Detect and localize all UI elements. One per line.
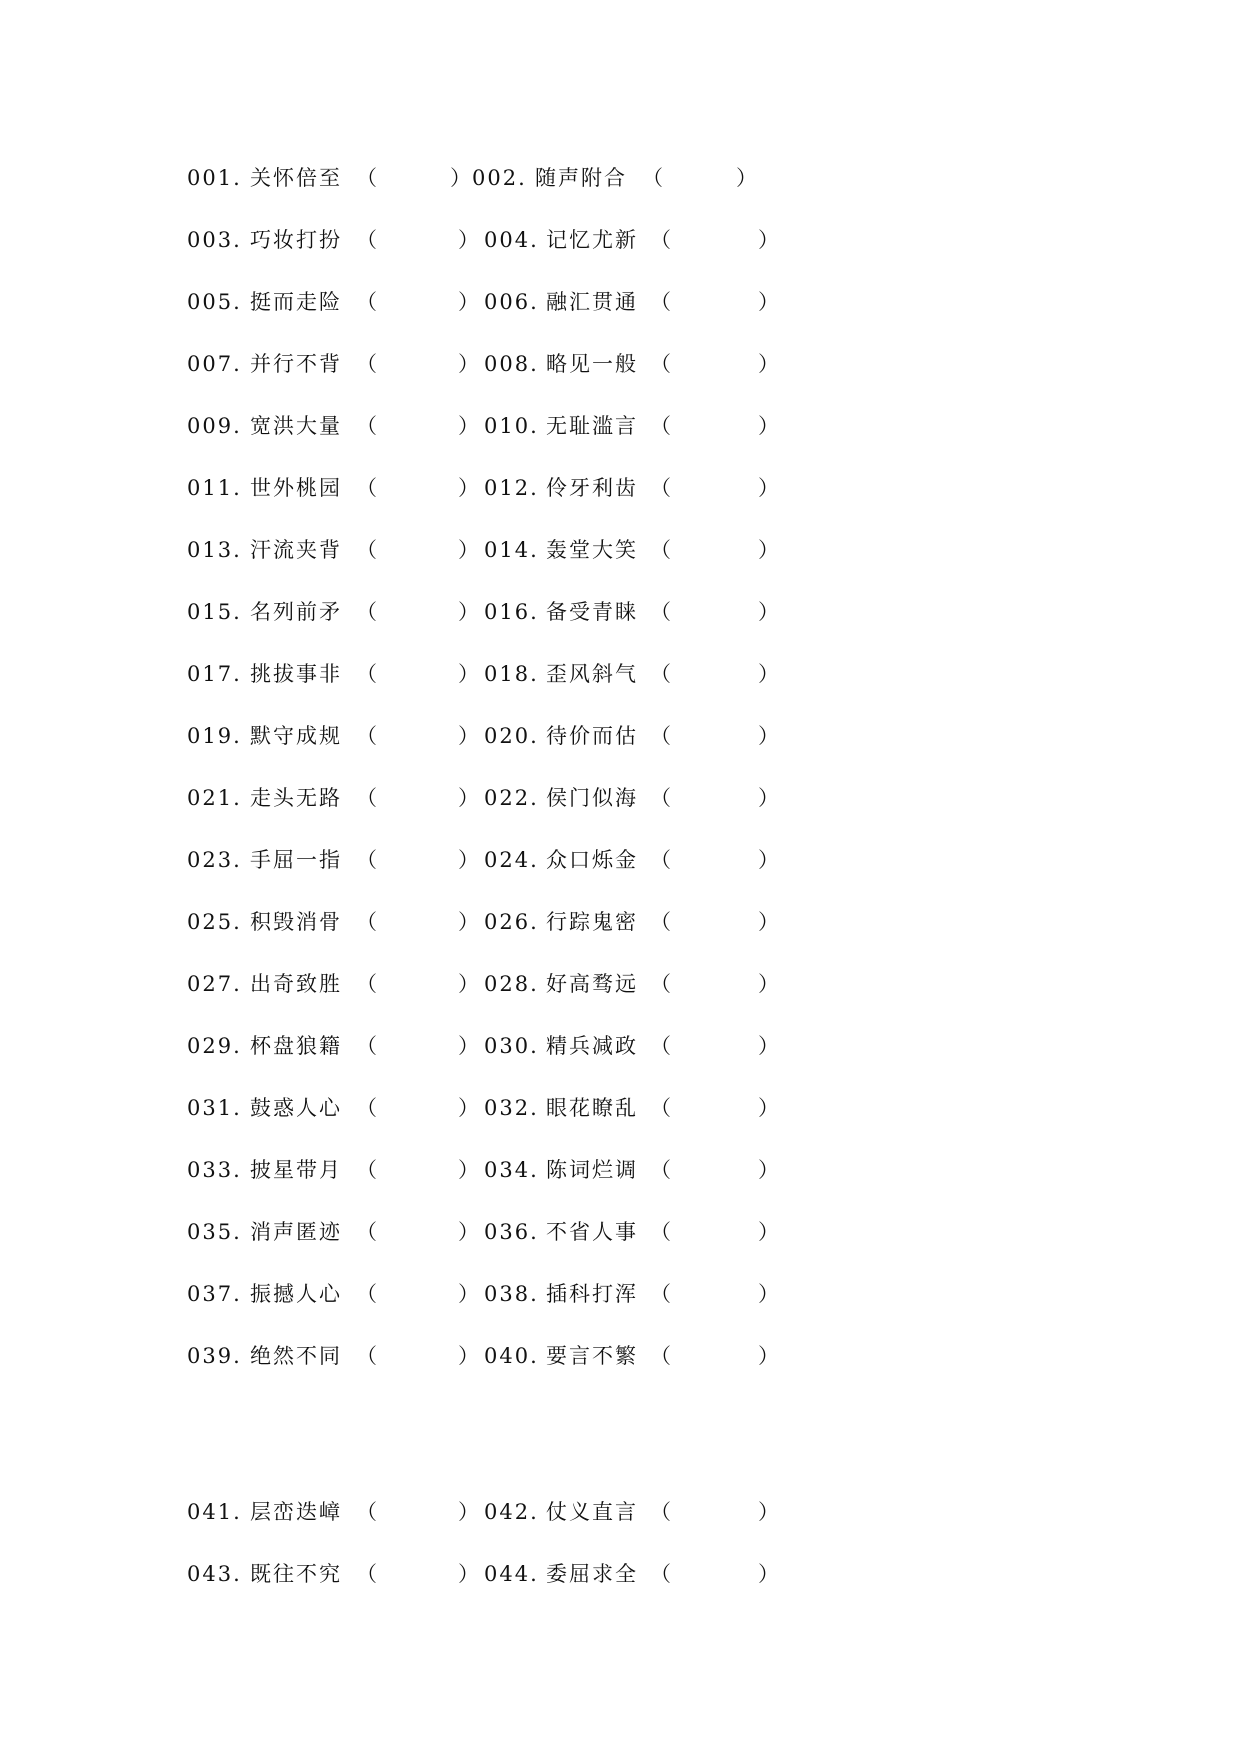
item-phrase: 默守成规 — [250, 724, 342, 748]
item-phrase: 精兵减政 — [546, 1034, 638, 1058]
answer-open-paren: （ — [650, 972, 671, 996]
item-number: 032. — [484, 1096, 539, 1120]
item-number: 040. — [484, 1344, 539, 1368]
answer-open-paren: （ — [650, 1158, 671, 1182]
answer-open-paren: （ — [650, 1344, 671, 1368]
item-phrase: 记忆尤新 — [546, 228, 638, 252]
answer-open-paren: （ — [650, 1500, 671, 1524]
answer-open-paren: （ — [356, 1096, 377, 1120]
answer-open-paren: （ — [650, 1220, 671, 1244]
item-phrase: 走头无路 — [250, 786, 342, 810]
item-number: 007. — [187, 352, 242, 376]
answer-close-paren: ） — [458, 1282, 479, 1306]
item-phrase: 行踪鬼密 — [546, 910, 638, 934]
answer-open-paren: （ — [650, 662, 671, 686]
item-phrase: 随声附合 — [535, 166, 627, 190]
answer-open-paren: （ — [356, 724, 377, 748]
item-number: 001. — [187, 166, 242, 190]
item-phrase: 要言不繁 — [546, 1344, 638, 1368]
item-number: 004. — [484, 228, 539, 252]
answer-close-paren: ） — [458, 1562, 479, 1586]
item-number: 019. — [187, 724, 242, 748]
item-phrase: 世外桃园 — [250, 476, 342, 500]
item-phrase: 振撼人心 — [250, 1282, 342, 1306]
answer-close-paren: ） — [450, 166, 471, 190]
answer-close-paren: ） — [458, 538, 479, 562]
exercise-row — [0, 1336, 1240, 1376]
item-phrase: 名列前矛 — [250, 600, 342, 624]
exercise-item — [0, 840, 800, 880]
item-number: 039. — [187, 1344, 242, 1368]
exercise-item — [0, 1274, 800, 1314]
answer-open-paren: （ — [356, 352, 377, 376]
answer-open-paren: （ — [650, 290, 671, 314]
answer-open-paren: （ — [650, 724, 671, 748]
item-number: 003. — [187, 228, 242, 252]
exercise-row — [0, 1212, 1240, 1252]
item-phrase: 鼓惑人心 — [250, 1096, 342, 1120]
item-number: 036. — [484, 1220, 539, 1244]
answer-close-paren: ） — [758, 290, 779, 314]
item-number: 038. — [484, 1282, 539, 1306]
answer-open-paren: （ — [650, 228, 671, 252]
answer-open-paren: （ — [356, 166, 377, 190]
answer-open-paren: （ — [356, 910, 377, 934]
item-number: 010. — [484, 414, 539, 438]
answer-close-paren: ） — [758, 1282, 779, 1306]
answer-close-paren: ） — [458, 1344, 479, 1368]
item-number: 008. — [484, 352, 539, 376]
exercise-row — [0, 220, 1240, 260]
answer-open-paren: （ — [356, 662, 377, 686]
answer-open-paren: （ — [356, 786, 377, 810]
answer-open-paren: （ — [650, 1096, 671, 1120]
item-phrase: 仗义直言 — [546, 1500, 638, 1524]
answer-open-paren: （ — [650, 414, 671, 438]
item-number: 020. — [484, 724, 539, 748]
exercise-row — [0, 964, 1240, 1004]
item-phrase: 侯门似海 — [546, 786, 638, 810]
answer-open-paren: （ — [356, 538, 377, 562]
item-phrase: 陈词烂调 — [546, 1158, 638, 1182]
item-number: 031. — [187, 1096, 242, 1120]
answer-close-paren: ） — [458, 290, 479, 314]
exercise-item — [0, 1026, 800, 1066]
item-phrase: 层峦迭嶂 — [250, 1500, 342, 1524]
answer-close-paren: ） — [758, 1034, 779, 1058]
answer-open-paren: （ — [642, 166, 663, 190]
exercise-row — [0, 1088, 1240, 1128]
item-phrase: 消声匿迹 — [250, 1220, 342, 1244]
item-phrase: 眼花瞭乱 — [546, 1096, 638, 1120]
item-number: 028. — [484, 972, 539, 996]
answer-close-paren: ） — [758, 414, 779, 438]
answer-open-paren: （ — [650, 476, 671, 500]
answer-open-paren: （ — [650, 910, 671, 934]
answer-close-paren: ） — [758, 476, 779, 500]
item-phrase: 众口烁金 — [546, 848, 638, 872]
answer-open-paren: （ — [356, 414, 377, 438]
item-phrase: 并行不背 — [250, 352, 342, 376]
answer-close-paren: ） — [458, 848, 479, 872]
exercise-row — [0, 902, 1240, 942]
answer-close-paren: ） — [458, 600, 479, 624]
item-number: 013. — [187, 538, 242, 562]
item-phrase: 待价而估 — [546, 724, 638, 748]
item-number: 002. — [472, 166, 527, 190]
exercise-item — [0, 1554, 800, 1594]
item-number: 044. — [484, 1562, 539, 1586]
answer-close-paren: ） — [758, 1158, 779, 1182]
item-number: 042. — [484, 1500, 539, 1524]
exercise-row — [0, 716, 1240, 756]
item-phrase: 歪风斜气 — [546, 662, 638, 686]
exercise-item — [0, 406, 800, 446]
answer-close-paren: ） — [458, 1220, 479, 1244]
answer-close-paren: ） — [758, 910, 779, 934]
item-phrase: 轰堂大笑 — [546, 538, 638, 562]
item-number: 018. — [484, 662, 539, 686]
exercise-item — [0, 282, 800, 322]
exercise-row — [0, 1150, 1240, 1190]
item-phrase: 插科打浑 — [546, 1282, 638, 1306]
answer-open-paren: （ — [650, 600, 671, 624]
exercise-row — [0, 530, 1240, 570]
item-phrase: 无耻滥言 — [546, 414, 638, 438]
exercise-row — [0, 778, 1240, 818]
exercise-row — [0, 158, 1240, 198]
answer-close-paren: ） — [458, 352, 479, 376]
exercise-item — [0, 468, 800, 508]
exercise-item — [0, 158, 800, 198]
answer-close-paren: ） — [758, 1500, 779, 1524]
exercise-item — [0, 530, 800, 570]
answer-close-paren: ） — [458, 476, 479, 500]
answer-open-paren: （ — [356, 1220, 377, 1244]
item-phrase: 披星带月 — [250, 1158, 342, 1182]
answer-close-paren: ） — [458, 1500, 479, 1524]
item-phrase: 伶牙利齿 — [546, 476, 638, 500]
item-number: 009. — [187, 414, 242, 438]
item-number: 041. — [187, 1500, 242, 1524]
answer-close-paren: ） — [458, 228, 479, 252]
answer-open-paren: （ — [356, 476, 377, 500]
exercise-row — [0, 592, 1240, 632]
item-phrase: 备受青睐 — [546, 600, 638, 624]
item-number: 029. — [187, 1034, 242, 1058]
exercise-item — [0, 1212, 800, 1252]
item-phrase: 汗流夹背 — [250, 538, 342, 562]
answer-close-paren: ） — [458, 1096, 479, 1120]
exercise-row — [0, 1492, 1240, 1532]
exercise-row — [0, 1554, 1240, 1594]
answer-close-paren: ） — [758, 228, 779, 252]
answer-close-paren: ） — [758, 1096, 779, 1120]
item-number: 024. — [484, 848, 539, 872]
answer-open-paren: （ — [356, 848, 377, 872]
exercise-row — [0, 406, 1240, 446]
answer-open-paren: （ — [356, 1034, 377, 1058]
answer-close-paren: ） — [758, 972, 779, 996]
answer-open-paren: （ — [356, 1500, 377, 1524]
answer-open-paren: （ — [356, 1282, 377, 1306]
item-number: 016. — [484, 600, 539, 624]
answer-close-paren: ） — [458, 972, 479, 996]
exercise-item — [0, 344, 800, 384]
answer-close-paren: ） — [758, 600, 779, 624]
item-phrase: 绝然不同 — [250, 1344, 342, 1368]
answer-open-paren: （ — [356, 1344, 377, 1368]
answer-open-paren: （ — [356, 600, 377, 624]
answer-close-paren: ） — [758, 848, 779, 872]
item-number: 023. — [187, 848, 242, 872]
item-number: 006. — [484, 290, 539, 314]
item-number: 043. — [187, 1562, 242, 1586]
item-number: 014. — [484, 538, 539, 562]
item-phrase: 既往不究 — [250, 1562, 342, 1586]
item-number: 005. — [187, 290, 242, 314]
item-number: 012. — [484, 476, 539, 500]
item-phrase: 杯盘狼籍 — [250, 1034, 342, 1058]
answer-close-paren: ） — [458, 662, 479, 686]
exercise-item — [0, 716, 800, 756]
answer-close-paren: ） — [458, 724, 479, 748]
item-phrase: 挑拔事非 — [250, 662, 342, 686]
exercise-row — [0, 654, 1240, 694]
answer-close-paren: ） — [458, 1158, 479, 1182]
answer-close-paren: ） — [758, 1220, 779, 1244]
answer-open-paren: （ — [356, 228, 377, 252]
item-phrase: 手屈一指 — [250, 848, 342, 872]
exercise-item — [0, 778, 800, 818]
answer-close-paren: ） — [758, 352, 779, 376]
exercise-item — [0, 220, 800, 260]
item-phrase: 不省人事 — [546, 1220, 638, 1244]
answer-open-paren: （ — [650, 1282, 671, 1306]
exercise-row — [0, 468, 1240, 508]
answer-close-paren: ） — [458, 910, 479, 934]
item-phrase: 积毁消骨 — [250, 910, 342, 934]
item-phrase: 挺而走险 — [250, 290, 342, 314]
item-phrase: 略见一般 — [546, 352, 638, 376]
answer-open-paren: （ — [650, 538, 671, 562]
answer-open-paren: （ — [650, 352, 671, 376]
item-number: 017. — [187, 662, 242, 686]
answer-close-paren: ） — [758, 662, 779, 686]
item-number: 011. — [187, 476, 242, 500]
answer-open-paren: （ — [650, 1034, 671, 1058]
item-number: 021. — [187, 786, 242, 810]
item-phrase: 宽洪大量 — [250, 414, 342, 438]
item-number: 034. — [484, 1158, 539, 1182]
answer-close-paren: ） — [758, 1344, 779, 1368]
item-number: 037. — [187, 1282, 242, 1306]
exercise-item — [0, 592, 800, 632]
exercise-item — [0, 1088, 800, 1128]
item-phrase: 出奇致胜 — [250, 972, 342, 996]
item-number: 025. — [187, 910, 242, 934]
item-phrase: 巧妆打扮 — [250, 228, 342, 252]
exercise-row — [0, 1274, 1240, 1314]
item-number: 027. — [187, 972, 242, 996]
exercise-item — [0, 902, 800, 942]
exercise-item — [0, 1336, 800, 1376]
answer-open-paren: （ — [650, 786, 671, 810]
exercise-row — [0, 1026, 1240, 1066]
answer-close-paren: ） — [758, 1562, 779, 1586]
answer-close-paren: ） — [758, 538, 779, 562]
item-phrase: 委屈求全 — [546, 1562, 638, 1586]
item-number: 033. — [187, 1158, 242, 1182]
answer-open-paren: （ — [650, 1562, 671, 1586]
item-number: 030. — [484, 1034, 539, 1058]
item-number: 035. — [187, 1220, 242, 1244]
item-phrase: 融汇贯通 — [546, 290, 638, 314]
answer-close-paren: ） — [758, 724, 779, 748]
item-number: 022. — [484, 786, 539, 810]
exercise-row — [0, 282, 1240, 322]
answer-close-paren: ） — [458, 786, 479, 810]
answer-close-paren: ） — [458, 414, 479, 438]
exercise-item — [0, 1150, 800, 1190]
answer-open-paren: （ — [356, 1562, 377, 1586]
item-phrase: 关怀倍至 — [250, 166, 342, 190]
item-number: 026. — [484, 910, 539, 934]
exercise-item — [0, 654, 800, 694]
answer-close-paren: ） — [736, 166, 757, 190]
exercise-item — [0, 1492, 800, 1532]
exercise-item — [0, 964, 800, 1004]
answer-open-paren: （ — [356, 1158, 377, 1182]
answer-open-paren: （ — [356, 972, 377, 996]
answer-close-paren: ） — [458, 1034, 479, 1058]
item-phrase: 好高骛远 — [546, 972, 638, 996]
exercise-row — [0, 840, 1240, 880]
exercise-row — [0, 344, 1240, 384]
answer-open-paren: （ — [650, 848, 671, 872]
answer-close-paren: ） — [758, 786, 779, 810]
answer-open-paren: （ — [356, 290, 377, 314]
item-number: 015. — [187, 600, 242, 624]
